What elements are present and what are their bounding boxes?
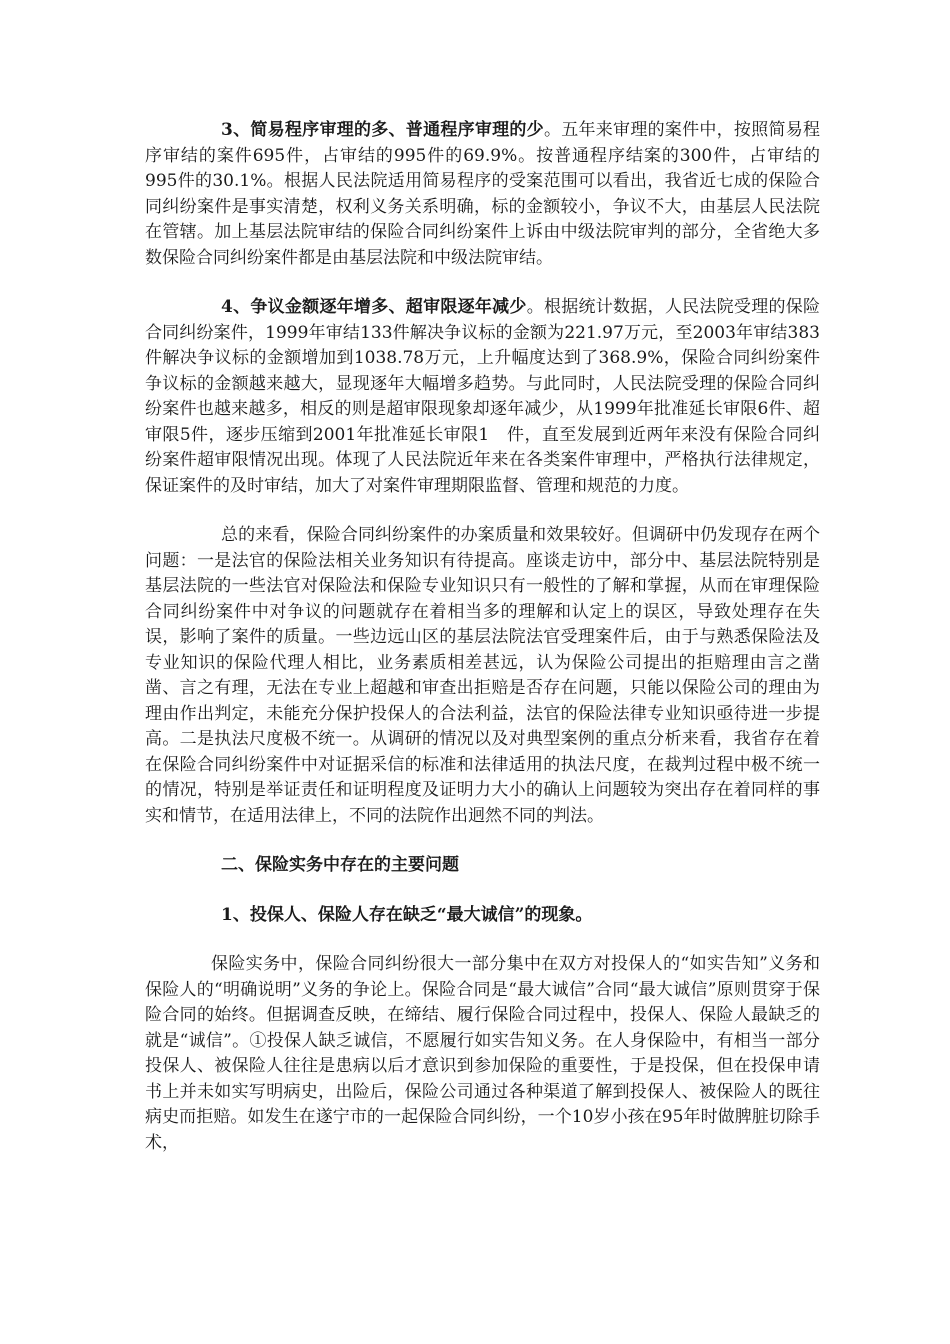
- paragraph-simple-procedure: [145, 118, 820, 271]
- paragraph-dispute-amount: [145, 295, 820, 499]
- paragraph-text: 。根据统计数据，人民法院受理的保险合同纠纷案件，1999年审结133件解决争议标的金额为221.97万元，至2003年审结383件解决争议标的金额增加到1038.78万元，上升幅度达到了368.9%，保险合同纠纷案件争议标的金额越来越大，显现逐年大幅增多趋势。与此同时，人民法院受理的保险合同纠纷案件也越来越多，相反的则是超审限现象却逐年减少，从1999年批准延长审限6件、超审限5件，逐步压缩到2001年批准延长审限1 件，直至发展到近两年来没有保险合同纠纷案件超审限情况出现。体现了人民法院近年来在各类案件审理中，严格执行法律规定，保证案件的及时审结，加大了对案件审理期限监督、管理和规范的力度。: [145, 297, 821, 496]
- paragraph-lead: 4、争议金额逐年增多、超审限逐年减少: [221, 297, 527, 317]
- paragraph-summary: [145, 523, 820, 829]
- paragraph-lead: 3、简易程序审理的多、普通程序审理的少: [221, 120, 544, 140]
- section-heading: 二、保险实务中存在的主要问题: [221, 855, 459, 875]
- paragraph-text: 。五年来审理的案件中，按照简易程序审结的案件695件，占审结的995件的69.9%。按普通程序结案的300件，占审结的995件的30.1%。根据人民法院适用简易程序的受案范围可以看出，我省近七成的保险合同纠纷案件是事实清楚，权利义务关系明确，标的金额较小，争议不大，由基层人民法院在管辖。加上基层法院审结的保险合同纠纷案件上诉由中级法院审判的部分，全省绝大多数保险合同纠纷案件都是由基层法院和中级法院审结。: [145, 120, 821, 268]
- paragraph-text: 总的来看，保险合同纠纷案件的办案质量和效果较好。但调研中仍发现存在两个问题：一是法官的保险法相关业务知识有待提高。座谈走访中，部分中、基层法院特别是基层法院的一些法官对保险法和保险专业知识只有一般性的了解和掌握，从而在审理保险合同纠纷案件中对争议的问题就存在着相当多的理解和认定上的误区，导致处理存在失误，影响了案件的质量。一些边远山区的基层法院法官受理案件后，由于与熟悉保险法及专业知识的保险代理人相比，业务素质相差甚远，认为保险公司提出的拒赔理由言之凿凿、言之有理，无法在专业上超越和审查出拒赔是否存在问题，只能以保险公司的理由为理由作出判定，未能充分保护投保人的合法利益，法官的保险法律专业知识亟待进一步提高。二是执法尺度极不统一。从调研的情况以及对典型案例的重点分析来看，我省存在着在保险合同纠纷案件中对证据采信的标准和法律适用的执法尺度，在裁判过程中极不统一的情况，特别是举证责任和证明程度及证明力大小的确认上问题较为突出存在着同样的事实和情节，在适用法律上，不同的法院作出迥然不同的判法。: [145, 525, 820, 826]
- paragraph-insurance-practice: 保险实务中，保险合同纠纷很大一部分集中在双方对投保人的“如实告知”义务和保险人的“明确说明”义务的争论上。保险合同是“最大诚信”合同“最大诚信”原则贯穿于保险合同的始终。但据调查反映，在缔结、履行保险合同过程中，投保人、保险人最缺乏的就是“诚信”。①投保人缺乏诚信，不愿履行如实告知义务。在人身保险中，有相当一部分投保人、被保险人往往是患病以后才意识到参加保险的重要性，于是投保，但在投保申请书上并未如实写明病史，出险后，保险公司通过各种渠道了解到投保人、被保险人的既往病史而拒赔。如发生在遂宁市的一起保险合同纠纷，一个10岁小孩在95年时做脾脏切除手术，: [145, 954, 820, 1153]
- sub-heading: 1、投保人、保险人存在缺乏“最大诚信”的现象。: [221, 904, 593, 925]
- document-page: [145, 118, 820, 1180]
